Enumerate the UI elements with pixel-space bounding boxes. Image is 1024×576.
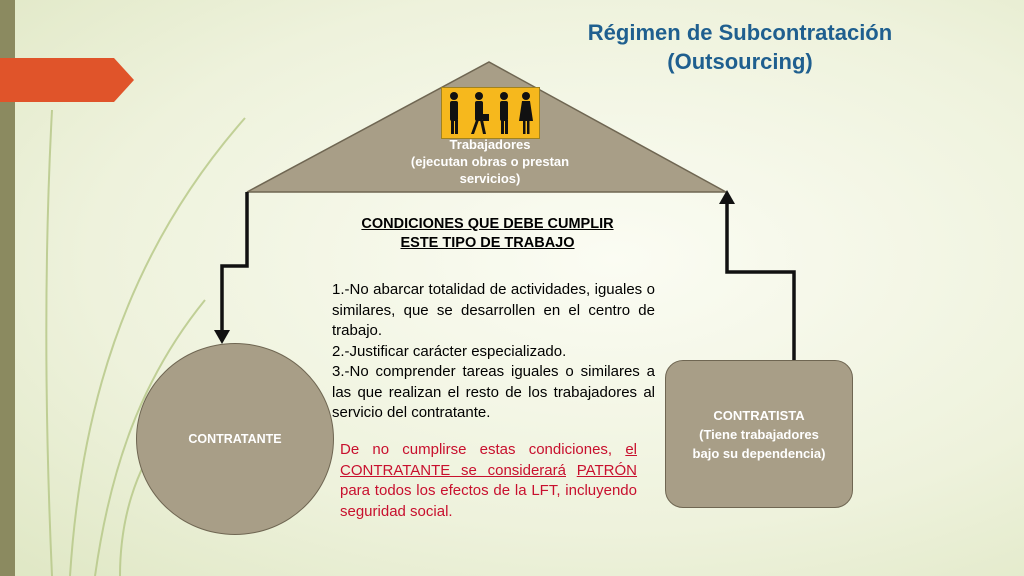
warning-contratante: CONTRATANTE se considerará [340, 461, 566, 479]
title-line-2: (Outsourcing) [667, 49, 813, 74]
workers-label-line-2: (ejecutan obras o prestan [410, 154, 570, 169]
arrow-to-contratante [222, 192, 247, 334]
conditions-heading-line-2: ESTE TIPO DE TRABAJO [400, 235, 575, 251]
conditions-heading [330, 215, 645, 253]
condition-item-2: 2.-Justificar carácter especializado. [332, 342, 567, 360]
workers-silhouettes-icon [441, 87, 540, 139]
contratante-circle [136, 343, 334, 535]
warning-patron: PATRÓN [576, 461, 638, 479]
warning-part-1: De no cumplirse estas condiciones, [340, 441, 626, 458]
title-line-1: Régimen de Subcontratación [587, 20, 893, 45]
workers-label-line-3: servicios) [459, 171, 521, 186]
contratante-label: CONTRATANTE [188, 432, 282, 446]
contratista-box [665, 360, 853, 508]
workers-label [380, 136, 600, 187]
contratista-line-2: (Tiene trabajadores [699, 426, 819, 442]
warning-el: el [625, 441, 637, 458]
conditions-list [332, 280, 655, 424]
warning-part-2: para todos los efectos de la LFT, incluyendo seguridad social. [340, 482, 637, 520]
arrowhead-contratante [214, 330, 230, 344]
contratista-line-1: CONTRATISTA [713, 407, 805, 423]
conditions-heading-line-1: CONDICIONES QUE DEBE CUMPLIR [361, 216, 614, 232]
workers-label-line-1: Trabajadores [449, 137, 531, 152]
condition-item-1: 1.-No abarcar totalidad de actividades, iguales o similares, que se desarrollen en el centro de trabajo. [332, 281, 655, 339]
condition-item-3: 3.-No comprender tareas iguales o similares a las que realizan el resto de los trabajadores al servicio del contratante. [332, 363, 655, 421]
contratista-line-3: bajo su dependencia) [692, 445, 826, 461]
slide-title [560, 18, 920, 76]
arrow-from-contratista [727, 200, 794, 360]
warning-text [340, 440, 637, 522]
